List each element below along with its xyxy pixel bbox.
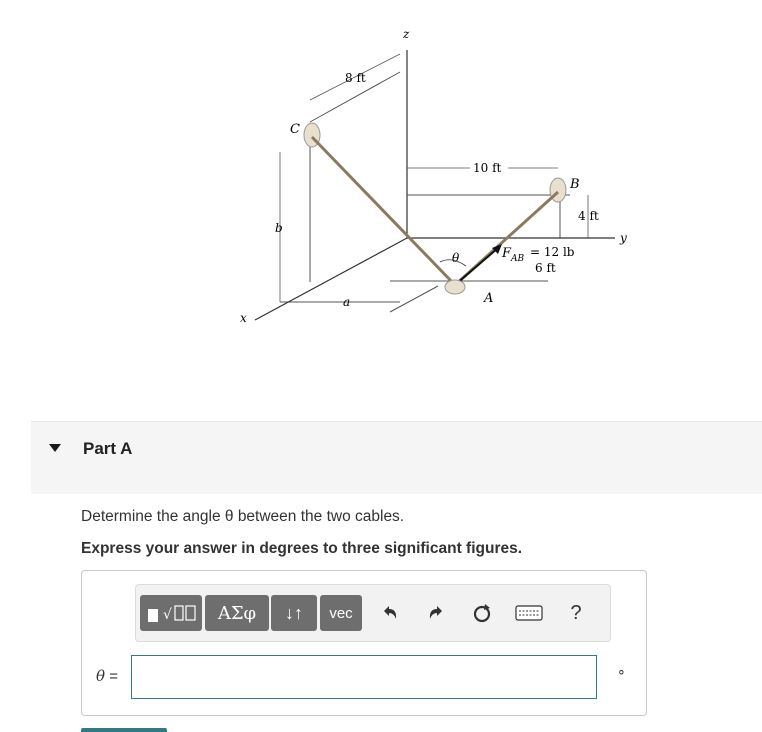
- a-label: a: [343, 295, 351, 309]
- b-label: b: [275, 221, 283, 235]
- variable-symbol: θ: [96, 667, 106, 685]
- cable-figure: [230, 10, 650, 340]
- a-line: [390, 286, 438, 312]
- z-label: z: [403, 27, 410, 41]
- a-point-label: A: [484, 291, 494, 306]
- part-a-header[interactable]: [31, 421, 762, 494]
- support-a: [445, 280, 465, 294]
- templates-icon: [145, 600, 197, 626]
- redo-icon[interactable]: [424, 601, 448, 625]
- question-text: Determine the angle θ between the two cables.: [81, 508, 405, 525]
- theta-label: θ: [452, 251, 460, 265]
- c-label: C: [290, 122, 300, 137]
- keyboard-icon[interactable]: [514, 601, 544, 625]
- dim-10ft: 10 ft: [473, 161, 502, 175]
- theta-variable-label: [96, 667, 118, 685]
- dim-6ft: 6 ft: [535, 261, 556, 275]
- submit-button[interactable]: [81, 728, 167, 732]
- answer-input[interactable]: [131, 655, 597, 699]
- x-label: x: [240, 311, 247, 325]
- vector-button[interactable]: vec: [320, 595, 362, 631]
- math-toolbar: [135, 584, 611, 642]
- y-label: y: [620, 231, 627, 245]
- greek-symbols-button[interactable]: ΑΣφ: [205, 595, 269, 631]
- svg-text:√: √: [163, 607, 172, 623]
- templates-button[interactable]: [140, 595, 202, 631]
- part-title: Part A: [83, 439, 133, 458]
- b-point-label: B: [570, 177, 580, 192]
- instruction-text: Express your answer in degrees to three significant figures.: [81, 540, 523, 557]
- x-axis-line: [255, 238, 407, 320]
- answer-panel: [81, 570, 647, 716]
- cable-ac: [312, 137, 455, 285]
- help-button[interactable]: ?: [570, 601, 582, 624]
- undo-icon[interactable]: [378, 601, 402, 625]
- force-sub: AB: [511, 254, 525, 264]
- dim-4ft: 4 ft: [578, 209, 599, 223]
- equals-sign: =: [105, 668, 118, 685]
- force-f: F: [502, 246, 512, 261]
- force-arrow: [455, 248, 498, 285]
- degree-unit: ∘: [617, 663, 626, 679]
- arrows-button[interactable]: ↓↑: [271, 595, 317, 631]
- collapse-caret-icon[interactable]: [49, 444, 61, 452]
- force-value: = 12 lb: [530, 245, 575, 259]
- dim-8ft: 8 ft: [345, 71, 366, 85]
- reset-icon[interactable]: [470, 601, 494, 625]
